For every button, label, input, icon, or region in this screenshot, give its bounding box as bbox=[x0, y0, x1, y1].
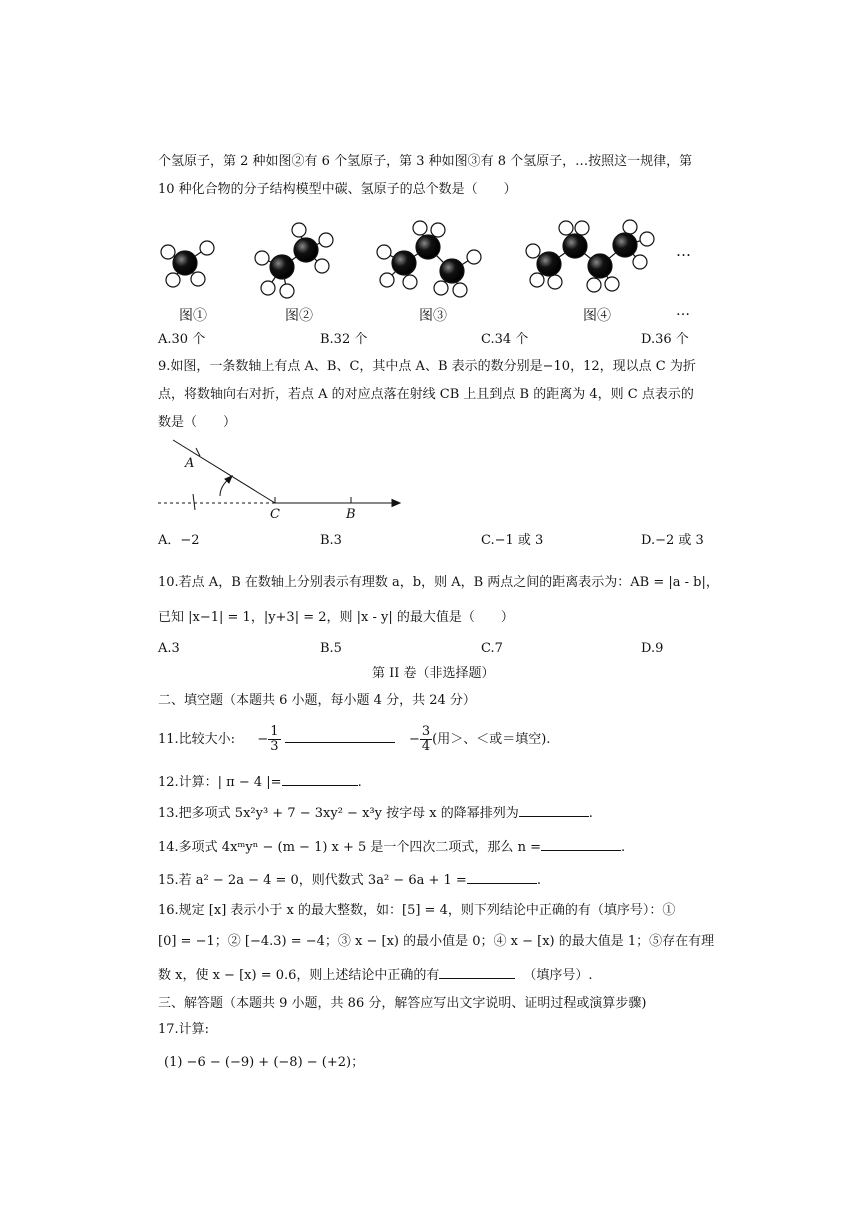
q11-fraction-2 bbox=[420, 725, 432, 754]
caption-fig4: 图④ bbox=[583, 308, 611, 324]
q12-row bbox=[158, 771, 362, 792]
q9-line-2: 点，将数轴向右对折，若点 A 的对应点落在射线 CB 上且到点 B 的距离为 4，则 C 点表示的 bbox=[158, 387, 694, 402]
q11-row bbox=[158, 722, 550, 758]
h-atom bbox=[161, 245, 175, 259]
q13-suffix: . bbox=[588, 806, 593, 821]
q13-answer-blank[interactable] bbox=[519, 802, 589, 817]
q14-prefix: 14.多项式 4xᵐyⁿ − (m − 1) x + 5 是一个四次二项式，那么 n = bbox=[158, 840, 541, 855]
q17-item-1: (1) −6 − (−9) + (−8) − (+2)； bbox=[164, 1055, 365, 1070]
q17-title: 17.计算: bbox=[158, 1022, 210, 1037]
q11-suffix: (用＞、＜或＝填空). bbox=[432, 732, 551, 747]
point-label-a: A bbox=[185, 456, 195, 471]
caption-fig3: 图③ bbox=[419, 308, 447, 324]
figure-ellipsis-bottom: … bbox=[676, 303, 690, 319]
q11-answer-blank[interactable] bbox=[285, 728, 395, 743]
q9-option-b: B.3 bbox=[320, 533, 342, 548]
q8-option-c: C.34 个 bbox=[481, 332, 529, 347]
q9-line-3: 数是（ ） bbox=[158, 415, 237, 430]
figure-ellipsis-top: … bbox=[676, 242, 691, 260]
q13-row bbox=[158, 802, 593, 823]
number-line-figure bbox=[0, 430, 868, 530]
q16-answer-blank[interactable] bbox=[439, 964, 515, 979]
fraction-numerator: 1 bbox=[270, 724, 279, 739]
q11-minus-2: − bbox=[408, 732, 420, 747]
q13-prefix: 13.把多项式 5x²y³ + 7 − 3xy² − x³y 按字母 x 的降幂排列为 bbox=[158, 806, 519, 821]
q15-row bbox=[158, 869, 541, 890]
fraction-denominator: 3 bbox=[270, 739, 279, 754]
intro-line-1: 个氢原子，第 2 种如图②有 6 个氢原子，第 3 种如图③有 8 个氢原子，…按照这一规律，第 bbox=[158, 154, 693, 169]
q8-option-a: A.30 个 bbox=[158, 332, 206, 347]
q10-option-a: A.3 bbox=[158, 641, 180, 656]
q9-option-d: D.−2 或 3 bbox=[641, 533, 704, 548]
q15-prefix: 15.若 a² − 2a − 4 = 0，则代数式 3a² − 6a + 1 = bbox=[158, 873, 467, 888]
part-3-heading: 三、解答题（本题共 9 小题，共 86 分，解答应写出文字说明、证明过程或演算步骤) bbox=[158, 996, 647, 1011]
q10-line-2: 已知 |x−1| = 1，|y+3| = 2，则 |x - y| 的最大值是（ ） bbox=[158, 610, 514, 625]
q16-line-2: [0] = −1；② [−4.3) = −4；③ x − [x) 的最小值是 0；④ x − [x) 的最大值是 1；⑤存在有理 bbox=[158, 934, 715, 949]
q10-option-b: B.5 bbox=[320, 641, 342, 656]
q11-minus-1: − bbox=[257, 732, 269, 747]
q14-suffix: . bbox=[620, 840, 626, 855]
q9-line-1: 9.如图，一条数轴上有点 A、B、C，其中点 A、B 表示的数分别是−10，12，现以点 C 为折 bbox=[158, 359, 696, 374]
q8-option-b: B.32 个 bbox=[320, 332, 368, 347]
q16-line-3-text: 数 x，使 x − [x) = 0.6，则上述结论中正确的有 bbox=[158, 968, 440, 983]
fraction-denominator: 4 bbox=[421, 739, 431, 754]
q10-line-1: 10.若点 A，B 在数轴上分别表示有理数 a，b，则 A，B 两点之间的距离表示为：AB = |a - b|， bbox=[158, 575, 719, 590]
q10-option-d: D.9 bbox=[641, 641, 664, 656]
q14-row bbox=[158, 836, 625, 857]
q12-prefix: 12.计算：| π − 4 |= bbox=[158, 775, 282, 790]
q9-option-c: C.−1 或 3 bbox=[481, 533, 544, 548]
q12-suffix: . bbox=[357, 775, 362, 790]
q10-option-c: C.7 bbox=[481, 641, 503, 656]
q11-prefix: 11.比较大小: bbox=[158, 732, 236, 747]
caption-fig1: 图① bbox=[179, 308, 207, 324]
q16-line-1: 16.规定 [x] 表示小于 x 的最大整数，如：[5] = 4，则下列结论中正确的有（填序号）：① bbox=[158, 903, 676, 918]
q15-answer-blank[interactable] bbox=[467, 869, 537, 884]
q15-suffix: . bbox=[536, 873, 541, 888]
q16-line-3-suffix: （填序号）. bbox=[523, 968, 593, 983]
intro-line-2: 10 种化合物的分子结构模型中碳、氢原子的总个数是（ ） bbox=[158, 182, 517, 197]
section-2-title: 第 II 卷（非选择题） bbox=[372, 666, 495, 681]
q8-option-d: D.36 个 bbox=[641, 332, 689, 347]
q14-answer-blank[interactable] bbox=[541, 836, 621, 851]
fraction-numerator: 3 bbox=[421, 724, 431, 739]
point-label-c: C bbox=[270, 507, 280, 522]
point-label-b: B bbox=[346, 507, 356, 522]
q9-option-a: A．−2 bbox=[158, 533, 200, 548]
arrow-head-icon bbox=[392, 500, 400, 507]
q11-fraction-1 bbox=[268, 725, 280, 754]
caption-fig2: 图② bbox=[285, 308, 313, 324]
c-atom bbox=[173, 251, 197, 275]
q12-answer-blank[interactable] bbox=[282, 771, 358, 786]
q16-line-3 bbox=[158, 964, 593, 985]
part-2-heading: 二、填空题（本题共 6 小题，每小题 4 分，共 24 分） bbox=[158, 693, 476, 708]
